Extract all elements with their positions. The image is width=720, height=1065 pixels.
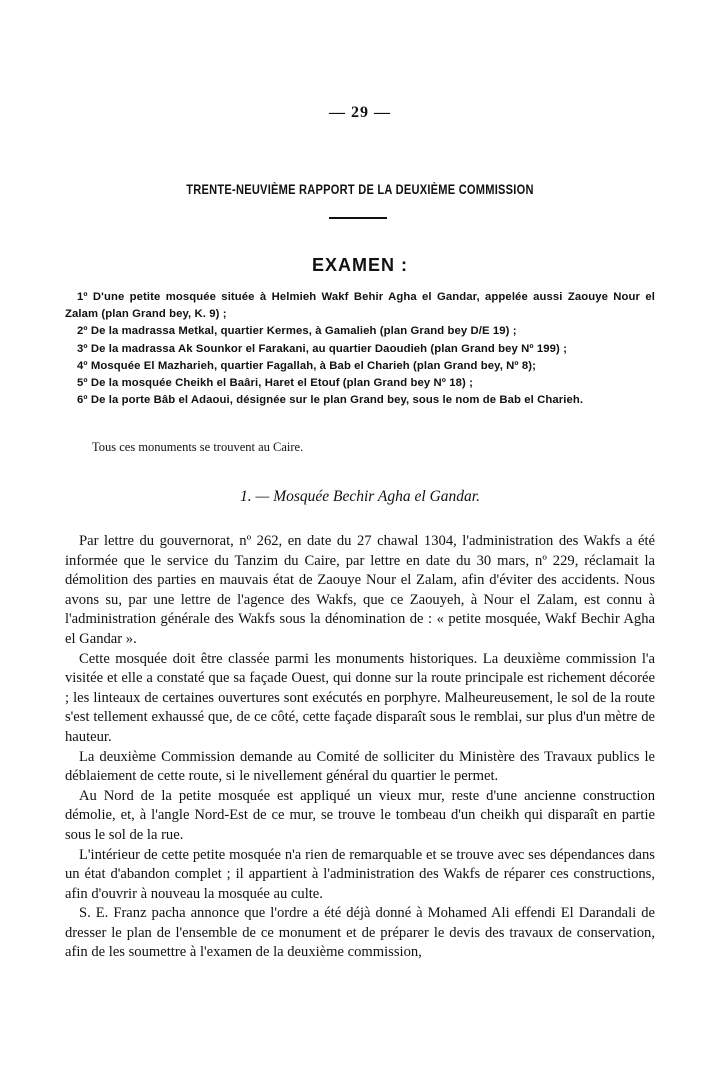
report-title: TRENTE-NEUVIÈME RAPPORT DE LA DEUXIÈME COMMISSION (186, 182, 534, 197)
title-divider (329, 217, 387, 219)
page-number: — 29 — (329, 104, 391, 121)
exam-note: Tous ces monuments se trouvent au Caire. (92, 440, 304, 454)
exam-heading: EXAMEN : (311, 255, 408, 275)
exam-item: 4º Mosquée El Mazharieh, quartier Fagallah, à Bab el Charieh (plan Grand bey, Nº 8); (77, 359, 537, 372)
section-title: 1. — Mosquée Bechir Agha el Gandar. (240, 488, 480, 505)
paragraph: Cette mosquée doit être classée parmi les monuments historiques. La deuxième commission l'a visitée et elle a constaté que sa façade Ouest, qui donne sur la route principale est richement décorée ; les linteaux de certaines ouvertures sont exécutés en porphyre. Malheureusement, le sol de la route s'est tellement exhaussé que, de ce côté, cette façade disparaît sous le remblai, sur plus d'un mètre de hauteur. (65, 650, 655, 745)
exam-item: 3º De la madrassa Ak Sounkor el Farakani, au quartier Daoudieh (plan Grand bey Nº 199) ; (77, 342, 567, 355)
exam-item: 1º D'une petite mosquée située à Helmieh Wakf Behir Agha el Gandar, appelée aussi Zaouye Nour el Zalam (plan Grand bey, K. 9) ; (65, 291, 655, 321)
body-text (65, 532, 655, 963)
paragraph: La deuxième Commission demande au Comité de solliciter du Ministère des Travaux publics le déblaiement de cette route, si le nivellement général du quartier le permet. (65, 748, 655, 785)
exam-item: 5º De la mosquée Cheikh el Baâri, Haret el Etouf (plan Grand bey Nº 18) ; (77, 377, 473, 390)
paragraph: L'intérieur de cette petite mosquée n'a rien de remarquable et se trouve avec ses dépendances dans un état d'abandon complet ; il appartient à l'administration des Wakfs de réparer ces constructions, afin d'ouvrir à nouveau la mosquée au culte. (65, 846, 655, 902)
paragraph: S. E. Franz pacha annonce que l'ordre a été déjà donné à Mohamed Ali effendi El Darandali de dresser le plan de l'ensemble de ce monument et de préparer le devis des travaux de conservation, afin de les soumettre à l'examen de la deuxième commission, (65, 905, 655, 961)
paragraph: Au Nord de la petite mosquée est appliqué un vieux mur, reste d'une ancienne construction démolie, et, à l'angle Nord-Est de ce mur, se trouve le tombeau d'un cheikh qui disparaît en partie sous le sol de la rue. (65, 787, 655, 843)
exam-item: 6º De la porte Bâb el Adaoui, désignée sur le plan Grand bey, sous le nom de Bab el Charieh. (77, 394, 584, 407)
exam-item: 2º De la madrassa Metkal, quartier Kermes, à Gamalieh (plan Grand bey D/E 19) ; (77, 325, 517, 338)
paragraph: Par lettre du gouvernorat, nº 262, en date du 27 chawal 1304, l'administration des Wakfs a été informée que le service du Tanzim du Caire, par lettre en date du 30 mars, nº 229, réclamait la démolition des parties en mauvais état de Zaouye Nour el Zalam, afin d'éviter des accidents. Nous avons su, par une lettre de l'agence des Wakfs, que ce Zaouyeh, à Nour el Zalam, est connu à l'administration générale des Wakfs sous la dénomination de : « petite mosquée, Wakf Bechir Agha el Gandar ». (65, 533, 655, 647)
exam-list (65, 289, 655, 409)
